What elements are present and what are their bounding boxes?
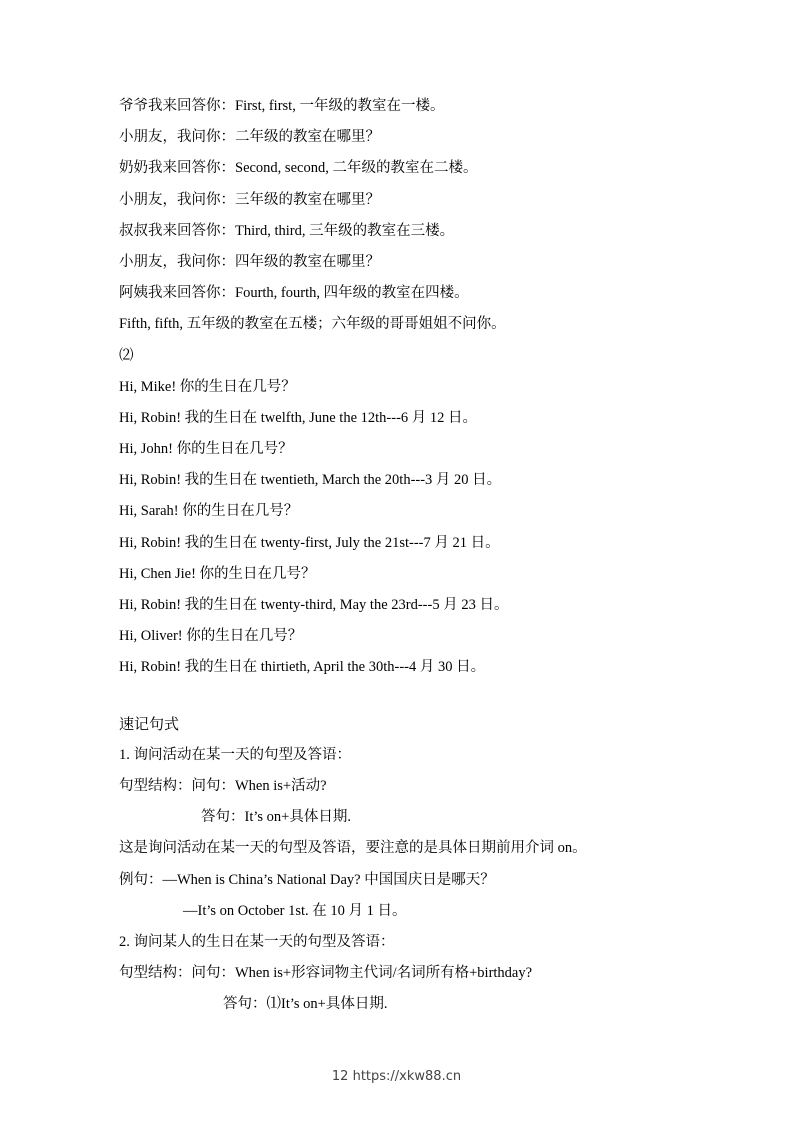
dialogue-line: Hi, Sarah! 你的生日在几号？ [119,503,299,520]
example-answer: —It’s on October 1st. 在 10 月 1 日。 [183,902,407,919]
example-question: 例句：—When is China’s National Day? 中国国庆日是哪天？ [119,871,495,888]
chant-line: 爷爷我来回答你：First, first, 一年级的教室在一楼。 [119,98,445,114]
pattern-answer: 答句：It’s on+具体日期. [201,809,351,826]
dialogue-line: Hi, Mike! 你的生日在几号？ [119,378,296,395]
page-footer: 12 https://xkw88.cn [331,1069,462,1084]
chant-line: Fifth, fifth, 五年级的教室在五楼；六年级的哥哥姐姐不问你。 [119,316,506,333]
chant-line: 阿姨我来回答你：Fourth, fourth, 四年级的教室在四楼。 [119,285,469,302]
dialogue-line: Hi, Robin! 我的生日在 twelfth, June the 12th---6 月 12 日。 [119,409,478,426]
pattern-note: 这是询问活动在某一天的句型及答语，要注意的是具体日期前用介词 on。 [119,840,587,857]
chant-line: 小朋友，我问你：三年级的教室在哪里？ [119,191,380,208]
pattern-answer: 答句：⑴It’s on+具体日期. [223,996,388,1013]
section-heading: 速记句式 [119,715,180,733]
section-marker: ⑵ [119,347,134,364]
pattern-title: 2. 询问某人的生日在某一天的句型及答语： [119,933,395,950]
dialogue-line: Hi, Robin! 我的生日在 twenty-third, May the 23rd---5 月 23 日。 [119,597,509,613]
dialogue-line: Hi, Oliver! 你的生日在几号？ [119,628,303,645]
dialogue-line: Hi, Robin! 我的生日在 thirtieth, April the 30th---4 月 30 日。 [119,659,486,676]
pattern-title: 1. 询问活动在某一天的句型及答语： [119,746,351,763]
dialogue-line: Hi, Robin! 我的生日在 twenty-first, July the 21st---7 月 21 日。 [119,534,500,551]
section-gap [119,684,719,709]
pattern-question: 句型结构：问句：When is+形容词物主代词/名词所有格+birthday? [119,965,533,982]
dialogue-line: Hi, John! 你的生日在几号？ [119,441,293,458]
dialogue-line: Hi, Chen Jie! 你的生日在几号？ [119,565,316,582]
dialogue-line: Hi, Robin! 我的生日在 twentieth, March the 20th---3 月 20 日。 [119,472,502,489]
chant-line: 小朋友，我问你：二年级的教室在哪里？ [119,129,380,146]
chant-line: 小朋友，我问你：四年级的教室在哪里？ [119,253,380,270]
chant-line: 叔叔我来回答你：Third, third, 三年级的教室在三楼。 [119,222,455,239]
chant-line: 奶奶我来回答你：Second, second, 二年级的教室在二楼。 [119,160,478,177]
document-body [119,91,719,1020]
pattern-question: 句型结构：问句：When is+活动? [119,777,327,794]
